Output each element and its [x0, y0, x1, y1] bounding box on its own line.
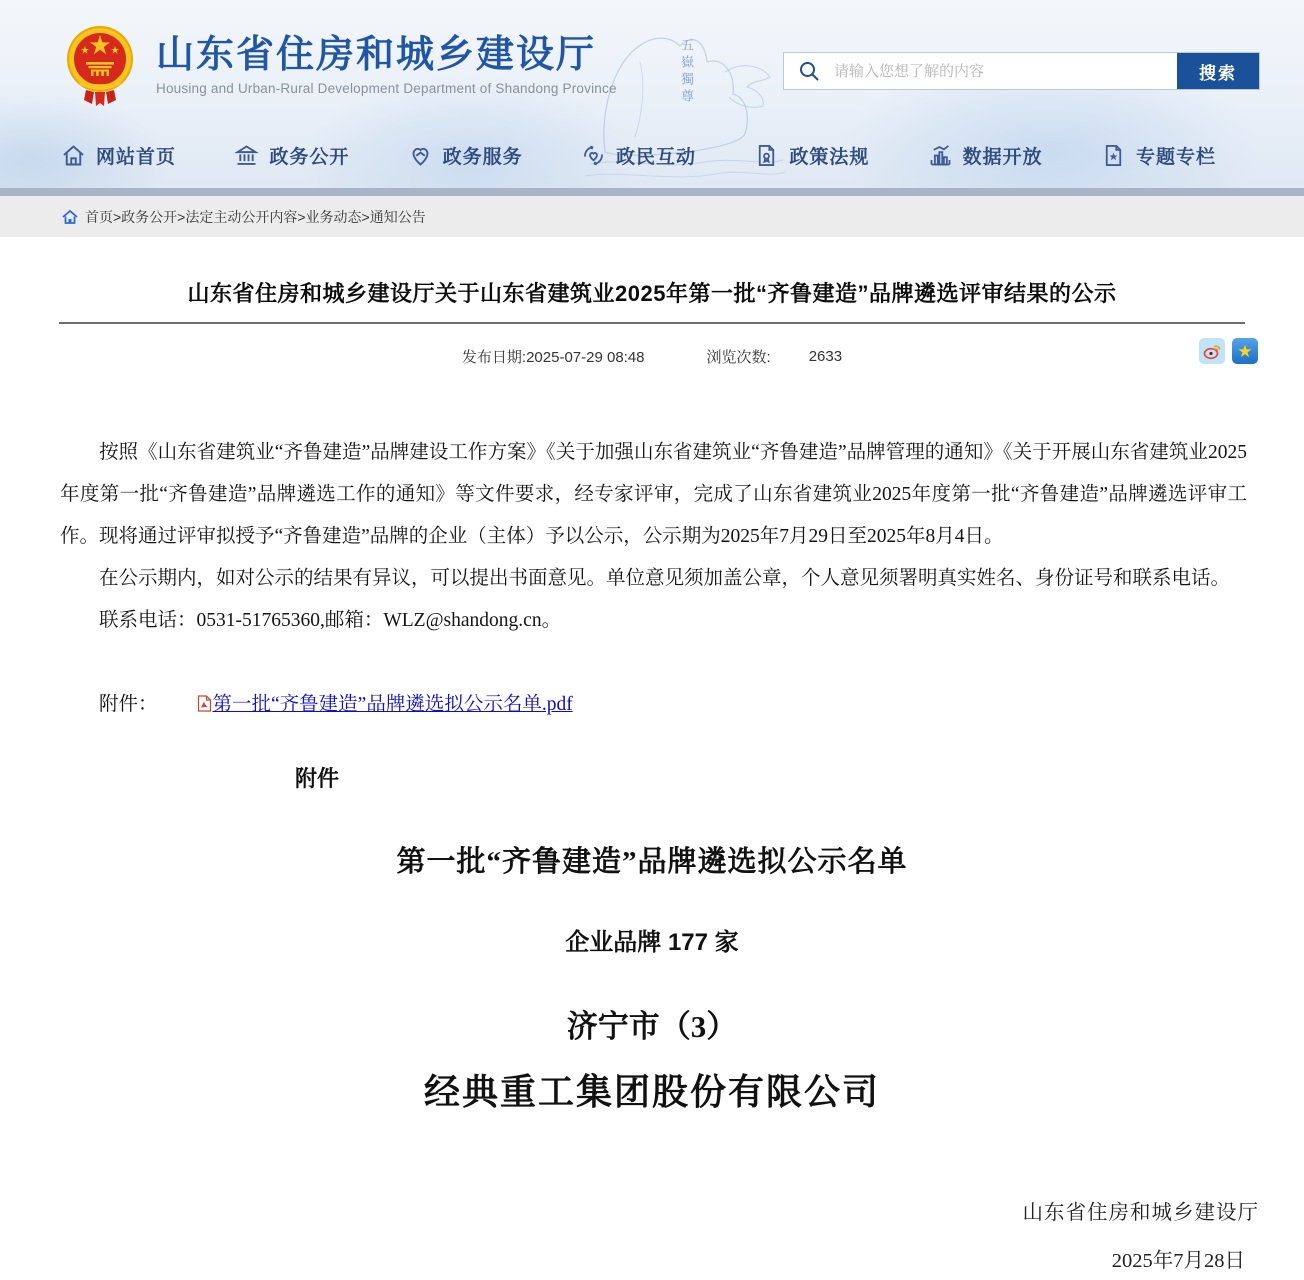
site-subtitle: Housing and Urban-Rural Development Department of Shandong Province	[156, 81, 617, 97]
doc-annex-label: 附件	[295, 766, 340, 791]
interaction-heart-icon	[580, 142, 607, 169]
attachment-label: 附件：	[99, 694, 158, 715]
nav-item-government-affairs[interactable]	[233, 142, 349, 169]
nav-item-policies[interactable]	[753, 142, 869, 169]
title-divider	[59, 322, 1245, 324]
site-title: 山东省住房和城乡建设厅	[156, 33, 597, 76]
handshake-heart-icon	[407, 142, 434, 169]
doc-city-heading: 济宁市（3）	[566, 1009, 738, 1044]
main-navigation	[0, 130, 1304, 181]
doc-subtitle: 企业品牌 177 家	[565, 929, 739, 956]
nav-label: 政务服务	[442, 147, 523, 168]
national-emblem-logo	[64, 22, 136, 108]
article-content	[0, 237, 1304, 1273]
attachment-pdf-link[interactable]: 第一批“齐鲁建造”品牌遴选拟公示名单.pdf	[212, 694, 573, 715]
nav-item-special-topics[interactable]	[1100, 142, 1216, 169]
nav-label: 数据开放	[962, 147, 1043, 168]
doc-company-name: 经典重工集团股份有限公司	[423, 1072, 880, 1112]
mountain-inscription-text: 五嶽獨尊	[679, 38, 694, 106]
search-button[interactable]: 搜索	[1177, 53, 1259, 89]
site-banner	[0, 0, 1304, 130]
site-search	[783, 52, 1260, 90]
document-preview	[0, 762, 1304, 1273]
data-chart-icon	[927, 142, 954, 169]
views-label: 浏览次数:	[706, 348, 771, 366]
paragraph: 在公示期内，如对公示的结果有异议，可以提出书面意见。单位意见须加盖公章，个人意见须署明真实姓名、身份证号和联系电话。	[99, 568, 1231, 589]
weibo-share-icon[interactable]	[1199, 338, 1225, 364]
policy-document-icon	[753, 142, 780, 169]
search-icon	[784, 53, 834, 89]
article-body	[60, 432, 1247, 642]
nav-label: 专题专栏	[1135, 147, 1216, 168]
attachment-row	[60, 688, 1247, 718]
nav-label: 政务公开	[269, 147, 350, 168]
nav-label: 政民互动	[615, 147, 696, 168]
paragraph: 按照《山东省建筑业“齐鲁建造”品牌建设工作方案》《关于加强山东省建筑业“齐鲁建造”品牌管理的通知》《关于开展山东省建筑业2025年度第一批“齐鲁建造”品牌遴选工作的通知》等文件要求，经专家评审，完成了山东省建筑业2025年度第一批“齐鲁建造”品牌遴选评审工作。现将通过评审拟授予“齐鲁建造”品牌的企业（主体）予以公示，公示期为2025年7月29日至2025年8月4日。	[60, 442, 1247, 547]
government-building-icon	[233, 142, 260, 169]
nav-item-home[interactable]	[60, 142, 176, 169]
paragraph: 联系电话：0531-51765360,邮箱：WLZ@shandong.cn。	[99, 610, 562, 631]
page-header	[0, 0, 1304, 188]
header-divider-bar	[0, 188, 1304, 196]
qzone-share-icon[interactable]: ★	[1232, 338, 1258, 364]
home-icon	[60, 142, 87, 169]
search-input[interactable]	[834, 53, 1177, 89]
nav-item-public-interaction[interactable]	[580, 142, 696, 169]
signature-organization: 山东省住房和城乡建设厅	[1022, 1202, 1259, 1224]
breadcrumb-home-icon	[62, 210, 78, 224]
breadcrumb	[0, 196, 1304, 237]
special-topic-icon	[1100, 142, 1127, 169]
nav-label: 网站首页	[96, 147, 177, 168]
share-icons	[1199, 338, 1258, 364]
article-meta	[0, 342, 1304, 370]
breadcrumb-path[interactable]: 首页>政务公开>法定主动公开内容>业务动态>通知公告	[85, 208, 426, 225]
pdf-file-icon	[158, 695, 212, 718]
publish-date: 发布日期:2025-07-29 08:48	[461, 348, 645, 366]
nav-label: 政策法规	[789, 147, 870, 168]
signature-date: 2025年7月28日	[1111, 1250, 1245, 1272]
views-count: 2633	[808, 347, 843, 365]
doc-title: 第一批“齐鲁建造”品牌遴选拟公示名单	[396, 846, 908, 878]
nav-item-government-services[interactable]	[407, 142, 523, 169]
nav-item-open-data[interactable]	[927, 142, 1043, 169]
doc-signature	[0, 1195, 1304, 1273]
article-title: 山东省住房和城乡建设厅关于山东省建筑业2025年第一批“齐鲁建造”品牌遴选评审结果的公示	[187, 281, 1117, 306]
